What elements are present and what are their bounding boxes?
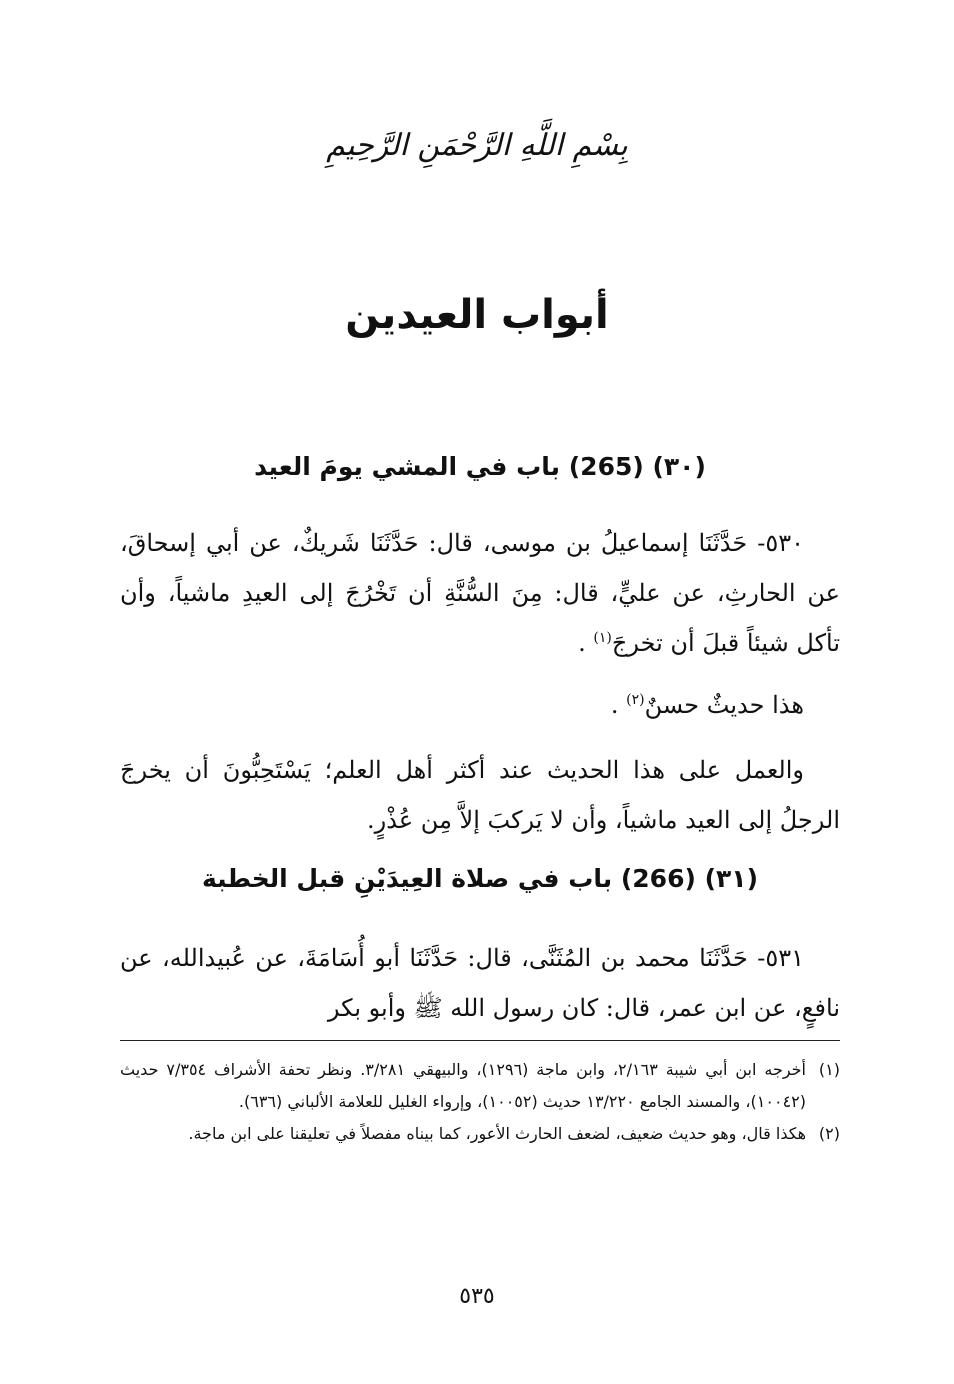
- page-number: ٥٣٥: [459, 1284, 495, 1309]
- grading-paragraph: [120, 680, 840, 730]
- chapter-heading-31: (٣١) (266) باب في صلاة العِيدَيْنِ قبل الخطبة: [201, 864, 758, 893]
- hadith-530-end: .: [578, 629, 594, 657]
- footnote-1: [120, 1054, 840, 1118]
- hadith-530-text: ٥٣٠- حَدَّثَنَا إسماعيلُ بن موسى، قال: حَدَّثَنَا شَريكٌ، عن أبي إسحاقَ، عن الحارثِ، عن عليٍّ، قال: مِنَ السُّنَّةِ أن تَخْرُجَ إلى العيدِ ماشياً، وأن تأكل شيئاً قبلَ أن تخرجَ: [120, 529, 840, 657]
- hadith-531: [120, 933, 840, 1033]
- grading-end: .: [610, 691, 627, 719]
- hadith-530: [120, 518, 840, 668]
- footnote-ref-2[interactable]: (٢): [626, 692, 645, 708]
- hadith-grading: [120, 680, 840, 730]
- footnote-2-marker: (٢): [818, 1124, 840, 1143]
- scholars-practice: [120, 745, 840, 845]
- footnotes: [120, 1054, 840, 1150]
- footnote-2: [120, 1118, 840, 1150]
- book-title: أبواب العيدين: [345, 292, 609, 338]
- practice-paragraph: والعمل على هذا الحديث عند أكثر أهل العلم؛ يَسْتَحِبُّونَ أن يخرجَ الرجلُ إلى العيد ماشياً، وأن لا يَركبَ إلاَّ مِن عُذْرٍ.: [120, 756, 840, 834]
- chapter-heading-30: (٣٠) (265) باب في المشي يومَ العيد: [254, 452, 706, 481]
- hadith-530-paragraph: [120, 518, 840, 668]
- footnote-2-text: هكذا قال، وهو حديث ضعيف، لضعف الحارث الأعور، كما بيناه مفصلاً في تعليقنا على ابن ماجة.: [188, 1124, 806, 1143]
- footnote-1-marker: (١): [818, 1060, 840, 1079]
- hadith-531-paragraph: ٥٣١- حَدَّثَنَا محمد بن المُثَنَّى، قال: حَدَّثَنَا أبو أُسَامَةَ، عن عُبيدالله، عن نافعٍ، عن ابن عمر، قال: كان رسول الله ﷺ وأبو بكر: [120, 944, 840, 1022]
- grading-text: هذا حديثٌ حسنٌ: [644, 691, 804, 719]
- footnote-ref-1[interactable]: (١): [593, 630, 612, 646]
- basmala: بِسْمِ اللَّهِ الرَّحْمَنِ الرَّحِيمِ: [326, 128, 628, 163]
- footnote-1-text: أخرجه ابن أبي شيبة ٢/١٦٣، وابن ماجة (١٢٩٦)، والبيهقي ٣/٢٨١. ونظر تحفة الأشراف ٧/٣٥٤ حديث (١٠٠٤٢)، والمسند الجامع ١٣/٢٢٠ حديث (١٠٠٥٢)، وإرواء الغليل للعلامة الألباني (٦٣٦).: [120, 1060, 806, 1111]
- footnote-divider: [120, 1040, 840, 1041]
